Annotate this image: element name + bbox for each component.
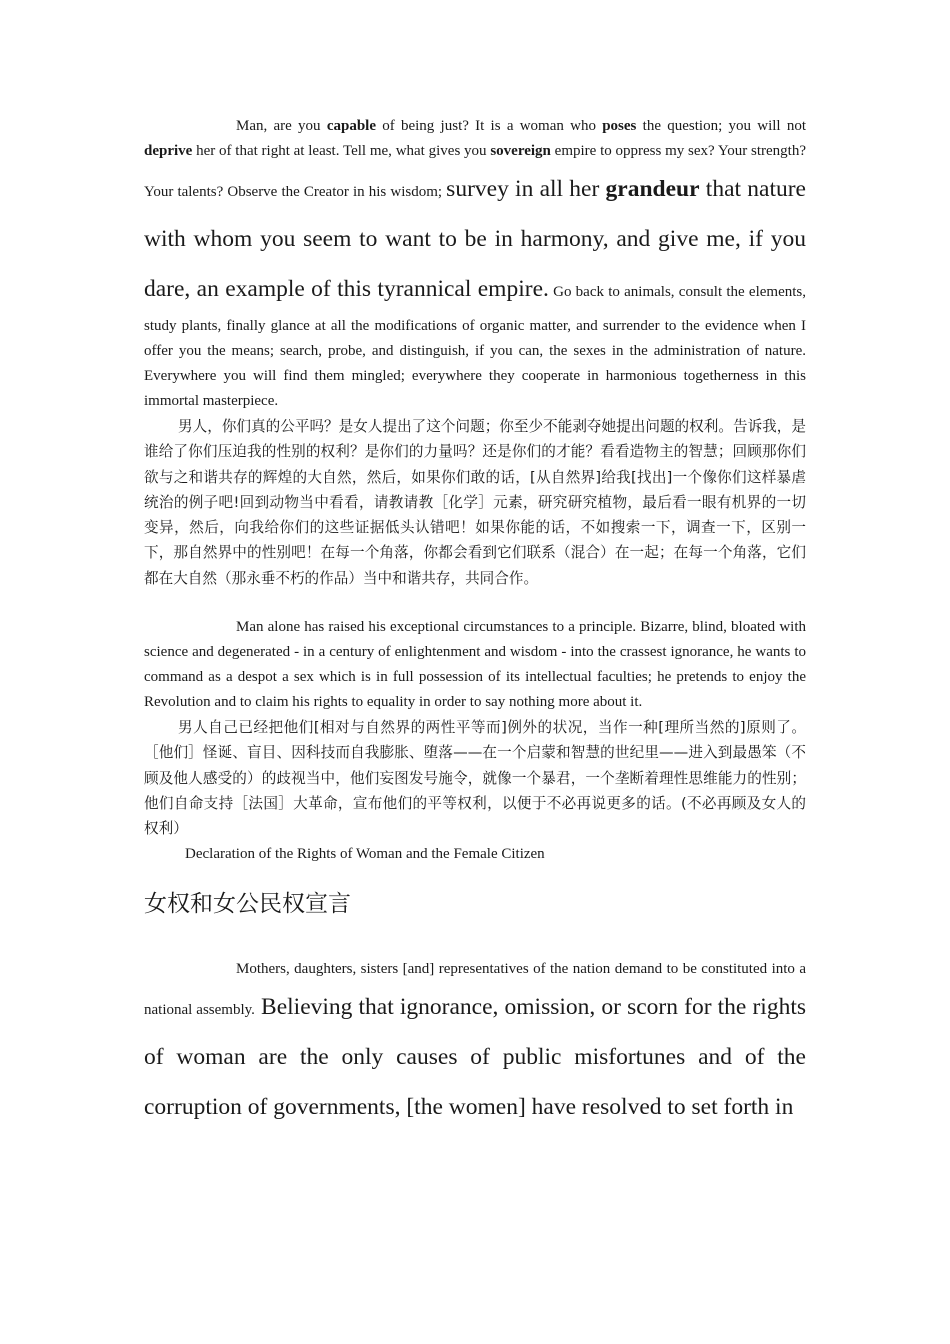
bold-word-sovereign: sovereign <box>490 143 551 159</box>
paragraph-english-1 <box>144 114 806 414</box>
declaration-heading-chinese: 女权和女公民权宣言 <box>144 890 351 917</box>
text-run: Mothers, daughters, sisters [and] representatives of the nation demand to be constituted into a national assembly. <box>144 960 806 1018</box>
text-run: Man, are you <box>236 118 327 134</box>
text-run: survey in all her <box>446 176 606 202</box>
indent <box>144 118 236 134</box>
paragraph-english-2: Man alone has raised his exceptional circumstances to a principle. Bizarre, blind, bloated with science and degenerated - in a century of enlightenment and wisdom - into the crassest ignorance, he wants to command as a despot a sex which is in full possession of its intellectual faculties; he pretends to enjoy the Revolution and to claim his rights to equality in order to say nothing more about it. <box>144 619 806 711</box>
large-text-run: Believing that ignorance, omission, or scorn for the rights of woman are the only causes of public misfortunes and of the corruption of governments, [the women] have resolved to set forth in <box>144 993 806 1120</box>
text-run: of being just? It is a woman who <box>375 118 603 134</box>
document-body <box>144 114 806 1132</box>
text-run: that nature with whom you seem to want to be in harmony, and give me, if you dare, an example of this tyrannical empire. <box>144 176 806 302</box>
paragraph-chinese-2: 男人自己已经把他们[相对与自然界的两性平等而]例外的状况，当作一种[理所当然的]原则了。［他们］怪诞、盲目、因科技而自我膨胀、堕落——在一个启蒙和智慧的世纪里——进入到最愚笨（不顾及他人感受的）的歧视当中，他们妄图发号施令，就像一个暴君，一个垄断着理性思维能力的性别；他们自命支持［法国］大革命，宣布他们的平等权利，以便于不必再说更多的话。(不必再顾及女人的权利） <box>144 719 806 838</box>
spacer <box>144 591 806 615</box>
bold-word-deprive: deprive <box>144 143 193 159</box>
text-run: Go back to animals, consult the elements, study plants, finally glance at all the modifications of organic matter, and surrender to the evidence when I offer you the means; search, probe, and distinguish, if you can, the sexes in the administration of nature. Everywhere you will find them mingled; everywhere they cooperate in harmonious togetherness in this immortal masterpiece. <box>144 284 806 409</box>
bold-word-capable: capable <box>326 118 376 134</box>
bold-word-poses: poses <box>602 118 637 134</box>
text-run: the question; you will not <box>636 118 806 134</box>
paragraph-chinese-1: 男人，你们真的公平吗？是女人提出了这个问题；你至少不能剥夺她提出问题的权利。告诉我，是谁给了你们压迫我的性别的权利？是你们的力量吗？还是你们的才能？看看造物主的智慧；回顾那你们欲与之和谐共存的辉煌的大自然，然后，如果你们敢的话，[从自然界]给我[找出]一个像你们这样暴虐统治的例子吧!回到动物当中看看，请教请教［化学］元素，研究研究植物，最后看一眼有机界的一切变异，然后，向我给你们的这些证据低头认错吧！如果你能的话，不如搜索一下，调查一下，区别一下，那自然界中的性别吧！在每一个角落，你都会看到它们联系（混合）在一起；在每一个角落，它们都在大自然（那永垂不朽的作品）当中和谐共存，共同合作。 <box>144 418 806 587</box>
declaration-title-english: Declaration of the Rights of Woman and the Female Citizen <box>185 845 545 862</box>
paragraph-english-3 <box>144 957 806 1132</box>
text-run: empire to oppress my sex? Your strength? Your talents? Observe the Creator in his wisdom; <box>144 143 806 200</box>
text-run: her of that right at least. Tell me, what gives you <box>192 143 491 159</box>
indent <box>144 961 236 977</box>
bold-word-grandeur: grandeur <box>605 176 700 202</box>
